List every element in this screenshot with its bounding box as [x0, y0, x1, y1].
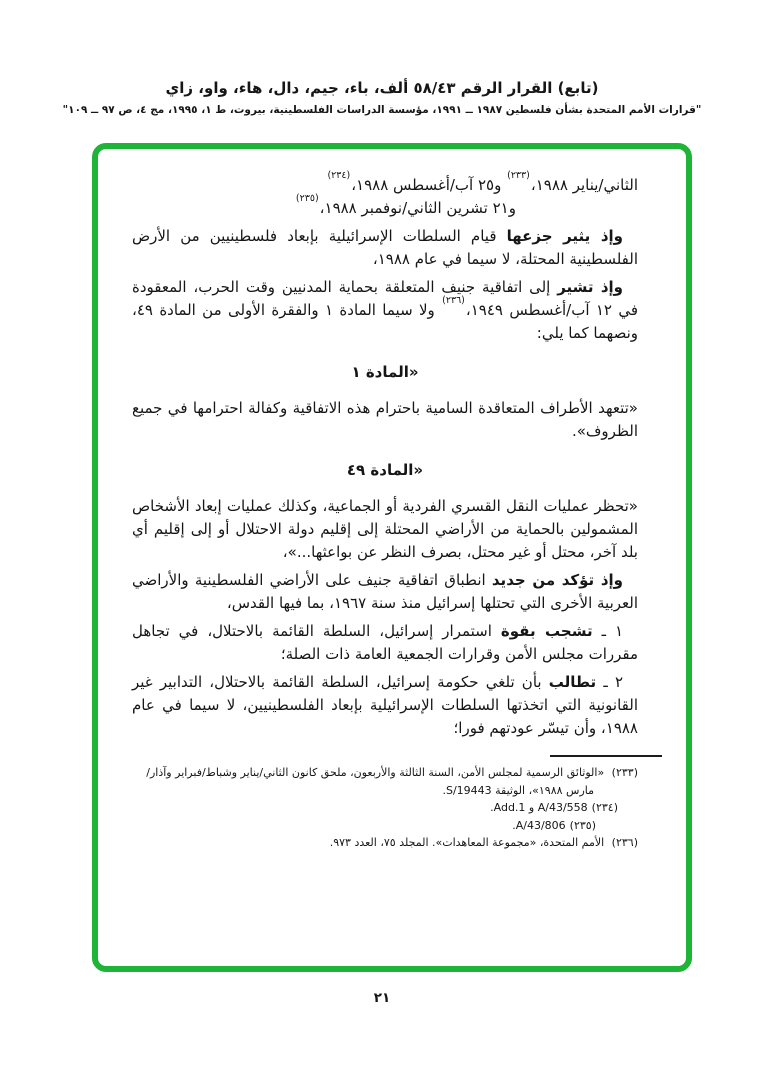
preambular-text: ولا سيما المادة ١ والفقرة الأولى من المادة ٤٩، ونصهما كما يلي: — [132, 301, 638, 342]
operative-text: بأن تلغي حكومة إسرائيل، السلطة القائمة بالاحتلال، التدابير غير القانونية التي اتخذتها السلطات الإسرائيلية بإبعاد الفلسطينيين، لا سيما في عام ١٩٨٨، وأن تيسّر عودتهم فورا؛ — [132, 673, 638, 737]
footnote-text: . — [512, 818, 516, 832]
footnote-ref-234: (٢٣٤) — [327, 170, 351, 181]
footnote-234 — [132, 799, 618, 817]
preambular-recalling — [132, 276, 638, 345]
footnote-marker: (٢٣٥) — [569, 818, 596, 832]
article-49-text: «تحظر عمليات النقل القسري الفردية أو الجماعية، وكذلك عمليات إبعاد الأشخاص المشمولين بالحماية من الأراضي المحتلة إلى إقليم دولة الاحتلال أو إلى إقليم أي بلد آخر، محتل أو غير محتل، بصرف النظر عن بواعثها...»، — [132, 497, 638, 561]
paragraph-number: ١ ـ — [592, 622, 623, 640]
footnote-marker: (٢٣٤) — [591, 801, 618, 814]
operative-paragraph-2 — [132, 671, 638, 740]
dates-line-2 — [132, 193, 638, 220]
dates-text-1: الثاني/يناير ١٩٨٨، — [530, 176, 638, 194]
page-header — [0, 79, 764, 116]
operative-paragraph-1 — [132, 620, 638, 666]
source-citation: "قرارات الأمم المتحدة بشأن فلسطين ١٩٨٧ ــ ١٩٩١، مؤسسة الدراسات الفلسطينية، بيروت، ط ١، ١٩٩٥، مج ٤، ص ٩٧ ــ ١٠٩" — [62, 104, 702, 116]
preambular-text: انطباق اتفاقية جنيف على الأراضي الفلسطينية والأراضي العربية الأخرى التي تحتلها إسرائيل منذ سنة ١٩٦٧، بما فيها القدس، — [132, 571, 638, 612]
footnotes-section — [132, 755, 638, 852]
highlight-frame — [92, 143, 692, 972]
article-1-heading: «المادة ١ — [351, 363, 419, 381]
footnote-236 — [132, 834, 638, 852]
dates-text-3: و٢١ تشرين الثاني/نوفمبر ١٩٨٨، — [319, 199, 516, 217]
preambular-text: قيام السلطات الإسرائيلية بإبعاد فلسطينيين من الأرض الفلسطينية المحتلة، لا سيما في عام ١٩٨٨، — [132, 227, 638, 268]
footnote-ref-236: (٢٣٦) — [442, 295, 465, 306]
resolution-title: (تابع) القرار الرقم ٥٨/٤٣ ألف، باء، جيم، دال، هاء، واو، زاي — [165, 79, 599, 97]
resolution-body — [98, 149, 686, 852]
preambular-lead: وإذ تشير — [557, 278, 623, 296]
footnote-233 — [132, 764, 638, 799]
operative-lead: تشجب بقوة — [500, 622, 593, 640]
article-49-heading: «المادة ٤٩ — [346, 461, 424, 479]
dates-text-2: و٢٥ آب/أغسطس ١٩٨٨، — [351, 176, 507, 194]
preambular-alarmed — [132, 225, 638, 271]
footnote-text: «الوثائق الرسمية لمجلس الأمن، السنة الثالثة والأربعون، ملحق كانون الثاني/يناير وشباط/فبراير وآذار/مارس ١٩٨٨»، الوثيقة — [146, 766, 608, 797]
document-symbol: A/43/558 — [537, 801, 588, 814]
footnote-235 — [132, 817, 596, 835]
footnote-marker: (٢٣٣) — [611, 766, 638, 779]
document-symbol: Add.1 — [493, 801, 526, 814]
footnote-ref-235: (٢٣٥) — [295, 193, 319, 204]
document-symbol: A/43/806 — [515, 818, 566, 832]
page-number: ٢١ — [373, 990, 391, 1006]
preambular-lead: وإذ يثير جزعها — [506, 227, 623, 245]
document-symbol: S/19443 — [445, 783, 492, 797]
preambular-reaffirming — [132, 569, 638, 615]
article-1-text: «تتعهد الأطراف المتعاقدة السامية باحترام هذه الاتفاقية وكفالة احترامها في جميع الظروف». — [132, 399, 638, 440]
footnote-separator — [550, 755, 662, 757]
preambular-lead: وإذ تؤكد من جديد — [491, 571, 624, 589]
operative-text: استمرار إسرائيل، السلطة القائمة بالاحتلال، في تجاهل مقررات مجلس الأمن وقرارات الجمعية العامة ذات الصلة؛ — [132, 622, 638, 663]
footnote-ref-233: (٢٣٣) — [507, 170, 530, 181]
paragraph-number: ٢ ـ — [596, 673, 623, 691]
footnote-text: الأمم المتحدة، «مجموعة المعاهدات». المجلد ٧٥، العدد ٩٧٣. — [329, 836, 608, 849]
preambular-text: إلى اتفاقية جنيف المتعلقة بحماية المدنيين وقت الحرب، المعقودة في ١٢ آب/أغسطس ١٩٤٩، — [132, 278, 638, 319]
footnote-marker: (٢٣٦) — [611, 836, 638, 849]
continuation-dates-paragraph — [132, 170, 638, 220]
footnote-text: . — [442, 783, 446, 797]
operative-lead: تطالب — [548, 673, 597, 691]
footnote-text: . — [490, 801, 494, 814]
footnote-text: و — [525, 801, 538, 814]
dates-line-1 — [132, 170, 638, 197]
